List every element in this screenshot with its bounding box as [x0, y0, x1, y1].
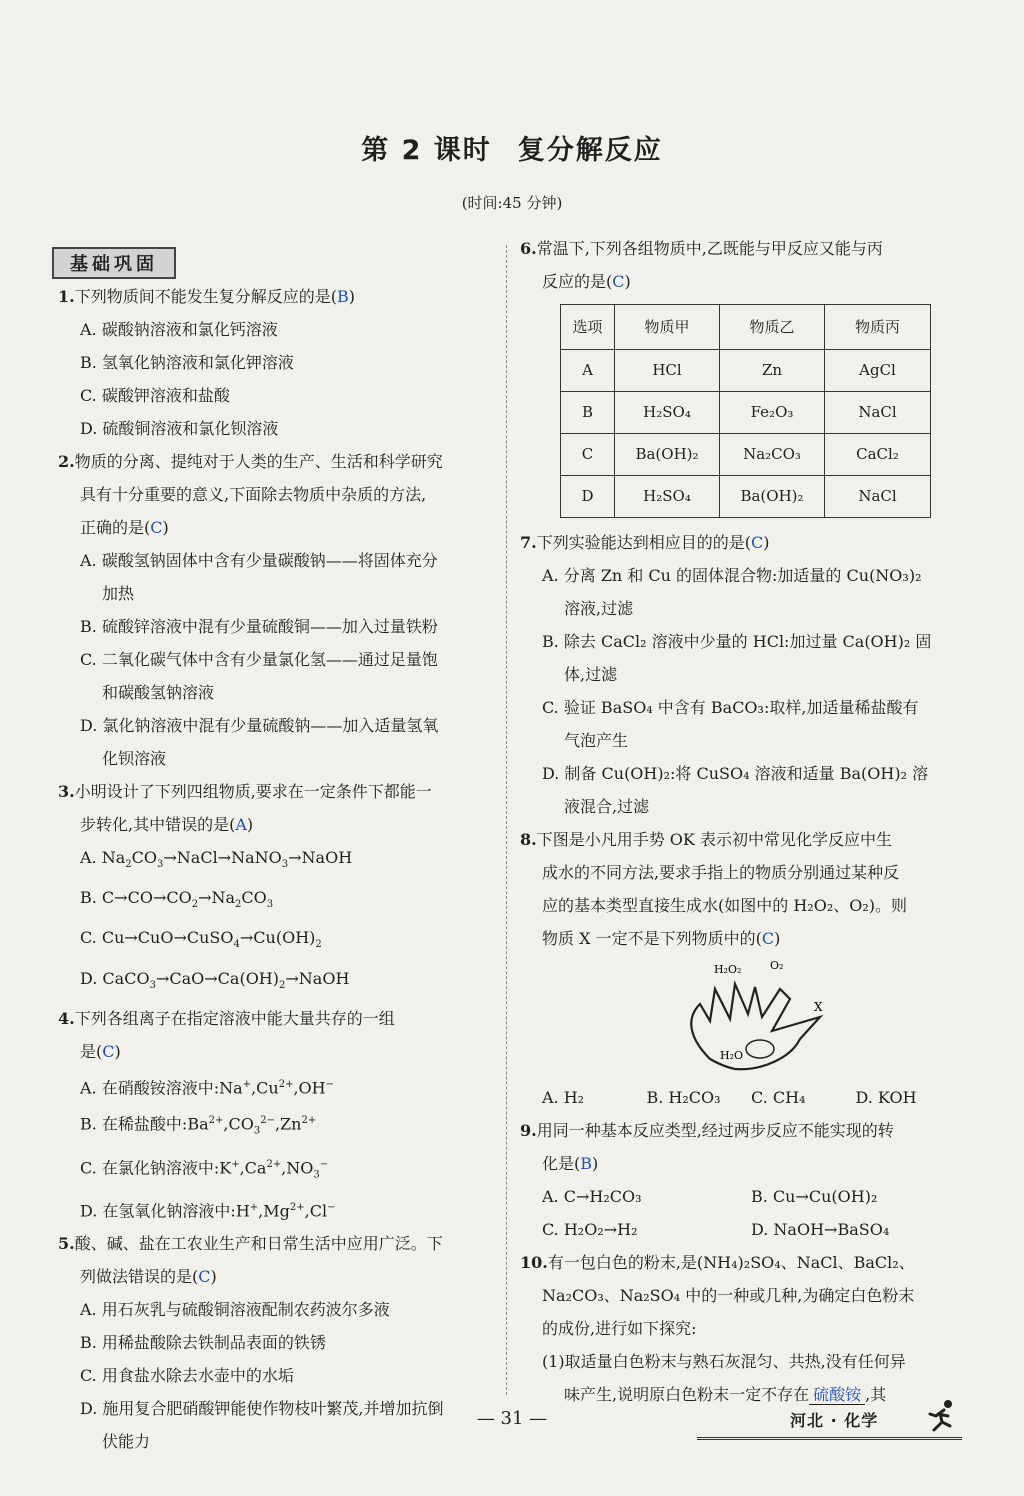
- ion-sub: 3: [253, 1125, 261, 1137]
- ion-charge: 2+: [266, 1158, 282, 1170]
- ion-part: D. 在氢氧化钠溶液中:H: [80, 1201, 250, 1221]
- option-d: [58, 1191, 498, 1227]
- table-cell: B: [561, 392, 615, 434]
- table-header: 物质丙: [825, 305, 931, 350]
- option-d: D. 制备 Cu(OH)₂:将 CuSO₄ 溶液和适量 Ba(OH)₂ 溶: [542, 764, 929, 783]
- answer-mark: C: [198, 1267, 211, 1287]
- label-h2o: H₂O: [720, 1049, 744, 1062]
- formula-sub: 2: [191, 899, 199, 911]
- paren-close: ): [763, 533, 770, 552]
- question-stem: 应的基本类型直接生成水(如图中的 H₂O₂、O₂)。则: [542, 896, 908, 915]
- option-a: A. H₂: [542, 1088, 585, 1107]
- label-x: X: [814, 1000, 823, 1014]
- question-number: 1.: [58, 287, 75, 306]
- page-number: — 31 —: [476, 1408, 548, 1429]
- question-1: [58, 280, 498, 445]
- paren-close: ): [246, 815, 254, 834]
- question-number: 9.: [520, 1121, 537, 1140]
- table-cell: H₂SO₄: [615, 392, 720, 434]
- ion-part: ,OH: [293, 1078, 326, 1098]
- option-c-cont: 和碳酸氢钠溶液: [102, 683, 215, 702]
- page-title: [0, 128, 1024, 167]
- formula-part: →NaOH: [285, 968, 350, 988]
- formula-sub: 2: [125, 859, 132, 871]
- option-a-cont: 溶液,过滤: [564, 599, 634, 618]
- option-c: C. CH₄: [751, 1088, 806, 1107]
- question-number: 4.: [58, 1008, 75, 1028]
- option-c: C. H₂O₂→H₂: [542, 1220, 638, 1239]
- question-stem: 物质 X 一定不是下列物质中的(: [542, 929, 762, 948]
- ion-part: ,Cu: [251, 1078, 279, 1098]
- ion-part: ,Cl: [304, 1201, 328, 1221]
- option-c: C. 验证 BaSO₄ 中含有 BaCO₃:取样,加适量稀盐酸有: [542, 698, 919, 717]
- formula-part: →CaO→Ca(OH): [155, 968, 279, 988]
- substance-table: [560, 304, 931, 518]
- table-cell: Zn: [720, 350, 825, 392]
- question-stem: 常温下,下列各组物质中,乙既能与甲反应又能与丙: [536, 239, 883, 258]
- option-b: B. H₂CO₃: [646, 1088, 721, 1107]
- ion-charge: 2+: [208, 1115, 224, 1127]
- lesson-number: 第 2 课时: [361, 135, 492, 166]
- question-stem: 物质的分离、提纯对于人类的生产、生活和科学研究: [74, 452, 443, 471]
- table-row: [561, 476, 931, 518]
- option-d-cont: 液混合,过滤: [564, 797, 650, 816]
- question-stem: 具有十分重要的意义,下面除去物质中杂质的方法,: [80, 485, 427, 504]
- option-a: A. C→H₂CO₃: [542, 1187, 642, 1206]
- right-column: [520, 232, 960, 1411]
- question-stem: 列做法错误的是(: [80, 1267, 199, 1287]
- option-a: A. 分离 Zn 和 Cu 的固体混合物:加适量的 Cu(NO₃)₂: [542, 566, 922, 585]
- table-cell: C: [561, 434, 615, 476]
- ion-part: ,NO: [281, 1157, 314, 1177]
- option-a: A. 用石灰乳与硫酸铜溶液配制农药波尔多液: [80, 1300, 390, 1320]
- answer-mark: C: [750, 533, 764, 552]
- table-row: [561, 350, 931, 392]
- runner-icon: [922, 1398, 958, 1434]
- option-d-cont: 化钡溶液: [102, 749, 167, 768]
- ion-charge: −: [327, 1202, 336, 1214]
- ion-charge: −: [319, 1158, 329, 1170]
- formula-part: →Cu(OH): [239, 928, 316, 948]
- question-number: 3.: [58, 782, 75, 801]
- question-9: [520, 1114, 960, 1246]
- ion-part: C. 在氯化钠溶液中:K: [80, 1157, 232, 1177]
- subquestion-1-cont: 味产生,说明原白色粉末一定不存在: [564, 1385, 810, 1404]
- option-b: B. 氢氧化钠溶液和氯化钾溶液: [80, 353, 294, 372]
- table-header-row: [561, 305, 931, 350]
- formula-sub: 2: [235, 899, 242, 911]
- option-d: D. 硫酸铜溶液和氯化钡溶液: [80, 419, 279, 438]
- answer-mark: C: [761, 929, 775, 948]
- option-d-cont: 伏能力: [102, 1432, 151, 1452]
- table-header: 物质乙: [720, 305, 825, 350]
- option-b: B. 用稀盐酸除去铁制品表面的铁锈: [80, 1333, 326, 1353]
- answer-mark: A: [235, 815, 247, 834]
- question-stem: 成水的不同方法,要求手指上的物质分别通过某种反: [542, 863, 900, 882]
- question-4: [58, 1002, 498, 1228]
- table-cell: NaCl: [825, 392, 931, 434]
- ion-charge: 2+: [301, 1115, 317, 1127]
- table-cell: Ba(OH)₂: [720, 476, 825, 518]
- table-row: [561, 392, 931, 434]
- question-number: 2.: [58, 452, 75, 471]
- option-a: [58, 841, 498, 881]
- option-a: [58, 1068, 498, 1104]
- ion-charge: +: [249, 1202, 259, 1214]
- formula-part: D. CaCO: [80, 968, 150, 988]
- ion-charge: 2+: [289, 1202, 305, 1214]
- options-row-2: [520, 1213, 960, 1246]
- ion-charge: 2−: [260, 1115, 275, 1127]
- option-d: D. KOH: [855, 1088, 917, 1107]
- question-stem: 正确的是(: [80, 518, 151, 537]
- table-cell: CaCl₂: [825, 434, 931, 476]
- answer-mark: C: [102, 1041, 115, 1061]
- question-stem: 用同一种基本反应类型,经过两步反应不能实现的转: [536, 1121, 894, 1140]
- option-b: B. Cu→Cu(OH)₂: [751, 1187, 878, 1206]
- formula-sub: 2: [315, 939, 322, 951]
- formula-part: →NaCl→NaNO: [163, 848, 282, 867]
- formula-sub: 4: [233, 939, 240, 951]
- option-c: C. 用食盐水除去水壶中的水垢: [80, 1366, 294, 1386]
- question-stem: 下列各组离子在指定溶液中能大量共存的一组: [74, 1008, 395, 1028]
- ok-hand-figure: [680, 959, 850, 1079]
- formula-part: CO: [241, 888, 267, 908]
- paren-close: ): [624, 272, 631, 291]
- answer-mark: B: [580, 1154, 593, 1173]
- formula-part: →NaOH: [288, 848, 353, 867]
- footer-tag: 河北 · 化学: [790, 1411, 879, 1430]
- table-header: 物质甲: [615, 305, 720, 350]
- paren-close: ): [210, 1267, 217, 1287]
- question-10: [520, 1246, 960, 1411]
- question-stem: 有一包白色的粉末,是(NH₄)₂SO₄、NaCl、BaCl₂、: [547, 1253, 915, 1272]
- table-cell: NaCl: [825, 476, 931, 518]
- formula-sub: 3: [281, 859, 289, 871]
- question-2: [58, 445, 498, 775]
- option-d: D. NaOH→BaSO₄: [751, 1220, 890, 1239]
- question-stem: 下列实验能达到相应目的的是(: [536, 533, 751, 552]
- answer-mark: C: [150, 518, 163, 537]
- table-cell: AgCl: [825, 350, 931, 392]
- question-stem: 化是(: [542, 1154, 581, 1173]
- option-b: [58, 881, 498, 921]
- question-6: [520, 232, 960, 518]
- question-stem: 反应的是(: [542, 272, 613, 291]
- subquestion-1: (1)取适量白色粉末与熟石灰混匀、共热,没有任何异: [542, 1352, 906, 1371]
- ion-charge: +: [231, 1158, 240, 1170]
- ion-part: ,CO: [223, 1114, 254, 1134]
- ion-part: ,Mg: [258, 1201, 290, 1221]
- question-stem: 下列物质间不能发生复分解反应的是(: [74, 287, 337, 306]
- paren-close: ): [348, 287, 355, 306]
- table-cell: Fe₂O₃: [720, 392, 825, 434]
- section-badge: 基础巩固: [52, 247, 176, 279]
- option-b: B. 除去 CaCl₂ 溶液中少量的 HCl:加过量 Ca(OH)₂ 固: [542, 632, 932, 651]
- formula-part: CO: [131, 848, 157, 867]
- table-cell: Na₂CO₃: [720, 434, 825, 476]
- options-row-1: [520, 1180, 960, 1213]
- option-d: [58, 962, 498, 1002]
- option-d: D. 施用复合肥硝酸钾能使作物枝叶繁茂,并增加抗倒: [80, 1399, 444, 1419]
- hand-outline: [691, 984, 820, 1069]
- table-header: 选项: [561, 305, 615, 350]
- finger-loop: [746, 1040, 774, 1058]
- question-7: [520, 526, 960, 823]
- question-8: [520, 823, 960, 1114]
- question-stem: 是(: [80, 1041, 103, 1061]
- column-divider: [506, 245, 507, 1395]
- question-number: 10.: [520, 1253, 548, 1272]
- table-cell: A: [561, 350, 615, 392]
- question-stem: 小明设计了下列四组物质,要求在一定条件下都能一: [74, 782, 432, 801]
- question-stem: 下图是小凡用手势 OK 表示初中常见化学反应中生: [536, 830, 892, 849]
- question-number: 7.: [520, 533, 537, 552]
- label-h2o2: H₂O₂: [714, 963, 742, 976]
- table-cell: H₂SO₄: [615, 476, 720, 518]
- option-a: A. 碳酸氢钠固体中含有少量碳酸钠——将固体充分: [80, 551, 438, 570]
- option-b-cont: 体,过滤: [564, 665, 618, 684]
- paren-close: ): [774, 929, 781, 948]
- question-number: 8.: [520, 830, 537, 849]
- table-cell: HCl: [615, 350, 720, 392]
- paren-close: ): [592, 1154, 599, 1173]
- formula-sub: 2: [279, 979, 286, 991]
- question-number: 5.: [58, 1234, 75, 1254]
- option-b: B. 硫酸锌溶液中混有少量硫酸铜——加入过量铁粉: [80, 617, 438, 636]
- question-stem: 的成份,进行如下探究:: [542, 1319, 697, 1338]
- question-stem: Na₂CO₃、Na₂SO₄ 中的一种或几种,为确定白色粉末: [542, 1286, 915, 1305]
- option-c: [58, 921, 498, 961]
- option-c: [58, 1148, 498, 1192]
- option-c: C. 碳酸钾溶液和盐酸: [80, 386, 230, 405]
- ion-part: ,Zn: [274, 1114, 302, 1134]
- left-column: [58, 280, 498, 1458]
- formula-part: B. C→CO→CO: [80, 888, 192, 908]
- paren-close: ): [114, 1041, 121, 1061]
- answer-mark: B: [336, 287, 349, 306]
- formula-sub: 3: [149, 979, 156, 991]
- option-c: C. 二氧化碳气体中含有少量氯化氢——通过足量饱: [80, 650, 438, 669]
- question-stem: 步转化,其中错误的是(: [80, 815, 236, 834]
- ion-part: B. 在稀盐酸中:Ba: [80, 1114, 209, 1134]
- footer-rule: [697, 1437, 962, 1440]
- formula-sub: 3: [157, 859, 164, 871]
- formula-part: →Na: [198, 888, 236, 908]
- options-row: [520, 1081, 960, 1114]
- formula-part: C. Cu→CuO→CuSO: [80, 928, 234, 948]
- option-c-cont: 气泡产生: [564, 731, 629, 750]
- option-a-cont: 加热: [102, 584, 135, 603]
- option-b: [58, 1104, 498, 1148]
- ion-sub: 3: [313, 1169, 320, 1181]
- formula-part: A. Na: [80, 848, 126, 867]
- ion-part: A. 在硝酸铵溶液中:Na: [80, 1078, 243, 1098]
- table-cell: Ba(OH)₂: [615, 434, 720, 476]
- answer-mark: C: [612, 272, 625, 291]
- option-d: D. 氯化钠溶液中混有少量硫酸钠——加入适量氢氧: [80, 716, 439, 735]
- label-o2: O₂: [770, 959, 784, 972]
- table-cell: D: [561, 476, 615, 518]
- question-stem: 酸、碱、盐在工农业生产和日常生活中应用广泛。下: [74, 1234, 443, 1254]
- question-number: 6.: [520, 239, 537, 258]
- ion-part: ,Ca: [239, 1157, 267, 1177]
- formula-sub: 3: [266, 899, 274, 911]
- time-limit: (时间:45 分钟): [461, 194, 563, 212]
- ion-charge: 2+: [278, 1078, 294, 1090]
- paren-close: ): [162, 518, 169, 537]
- ion-charge: +: [242, 1078, 252, 1090]
- table-row: [561, 434, 931, 476]
- subquestion-1-tail: ,其: [865, 1385, 887, 1404]
- lesson-topic: 复分解反应: [517, 135, 663, 166]
- question-3: [58, 775, 498, 1002]
- ion-charge: −: [325, 1078, 334, 1090]
- fill-blank-answer: 硫酸铵: [809, 1385, 865, 1405]
- option-a: A. 碳酸钠溶液和氯化钙溶液: [80, 320, 278, 339]
